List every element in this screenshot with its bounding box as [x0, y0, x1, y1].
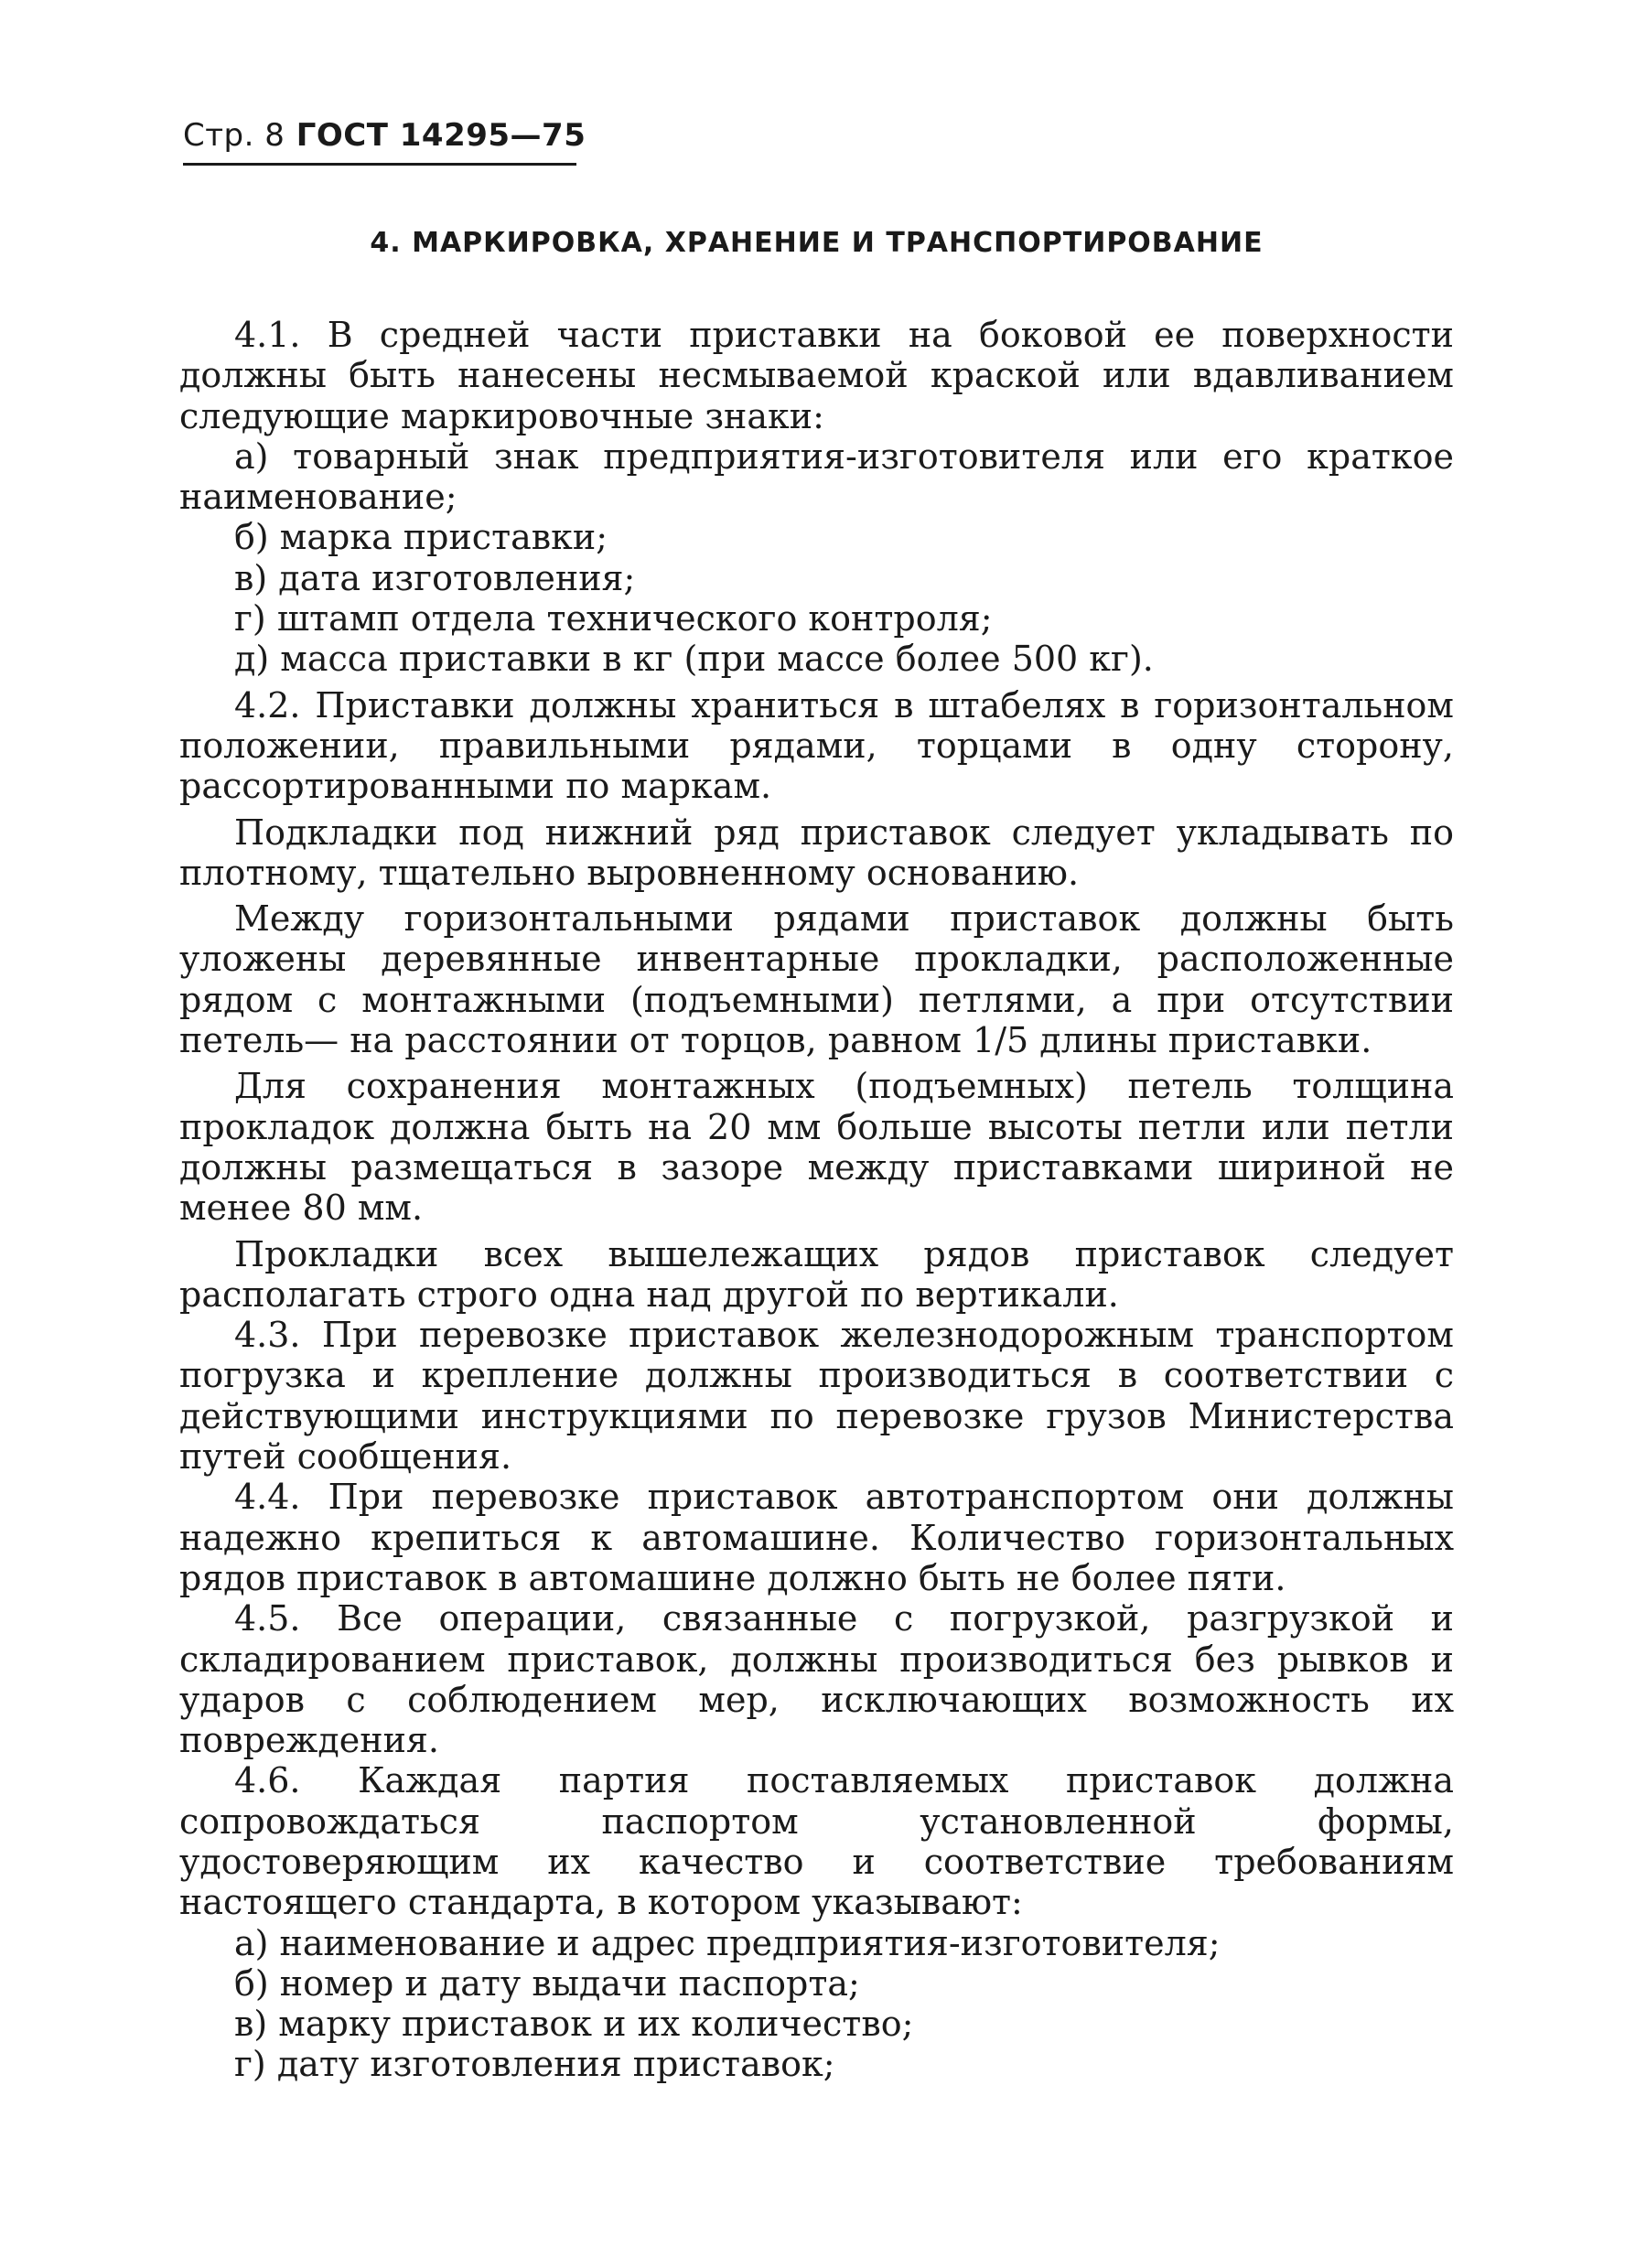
paragraph: б) номер и дату выдачи паспорта;: [234, 1962, 860, 2004]
document-body: [179, 315, 1454, 2085]
paragraph: а) наименование и адрес предприятия-изготовителя;: [234, 1922, 1221, 1963]
paragraph: в) дата изготовления;: [234, 557, 636, 598]
paragraph: г) штамп отдела технического контроля;: [234, 598, 993, 640]
standard-number: ГОСТ 14295—75: [296, 117, 586, 154]
paragraph: 4.5. Все операции, связанные с погрузкой, разгрузкой и складированием приставок, должны производиться без рывков и ударов с соблюдением мер, исключающих возможность их повреждения.: [179, 1598, 1454, 1761]
running-header: [183, 117, 586, 166]
paragraph: г) дату изготовления приставок;: [234, 2044, 835, 2085]
paragraph: 4.4. При перевозке приставок автотранспортом они должны надежно крепиться к автомашине. Количество горизонтальных рядов приставок в автомашине должно быть не более пяти.: [179, 1477, 1454, 1598]
paragraph: в) марку приставок и их количество;: [234, 2004, 914, 2045]
paragraph: 4.3. При перевозке приставок железнодорожным транспортом погрузка и крепление должны производиться в соответствии с действующими инструкциями по перевозке грузов Министерства путей сообщения.: [179, 1315, 1454, 1478]
section-title: 4. МАРКИРОВКА, ХРАНЕНИЕ И ТРАНСПОРТИРОВАНИЕ: [370, 227, 1264, 259]
paragraph: Прокладки всех вышележащих рядов приставок следует располагать строго одна над другой по вертикали.: [179, 1233, 1454, 1315]
paragraph: Для сохранения монтажных (подъемных) петель толщина прокладок должна быть на 20 мм больше высоты петли или петли должны размещаться в зазоре между приставками шириной не менее 80 мм.: [179, 1066, 1454, 1229]
paragraph: 4.6. Каждая партия поставляемых приставок должна сопровождаться паспортом установленной формы, удостоверяющим их качество и соответствие требованиям настоящего стандарта, в котором указывают:: [179, 1760, 1454, 1923]
paragraph: Подкладки под нижний ряд приставок следует укладывать по плотному, тщательно выровненному основанию.: [179, 812, 1454, 893]
header-rule: [183, 163, 576, 166]
paragraph: б) марка приставки;: [234, 517, 608, 558]
paragraph: 4.1. В средней части приставки на боковой ее поверхности должны быть нанесены несмываемой краской или вдавливанием следующие маркировочные знаки:: [179, 315, 1454, 436]
paragraph: 4.2. Приставки должны храниться в штабелях в горизонтальном положении, правильными рядами, торцами в одну сторону, рассортированными по маркам.: [179, 684, 1454, 807]
paragraph: а) товарный знак предприятия-изготовителя или его краткое наименование;: [179, 435, 1454, 518]
paragraph: д) масса приставки в кг (при массе более 500 кг).: [234, 639, 1154, 680]
page-number-label: Стр. 8: [183, 117, 285, 154]
paragraph: Между горизонтальными рядами приставок должны быть уложены деревянные инвентарные прокладки, расположенные рядом с монтажными (подъемными) петлями, а при отсутствии петель— на расстоянии от торцов, равном 1/5 длины приставки.: [179, 898, 1454, 1061]
page-header-text: [183, 117, 586, 154]
